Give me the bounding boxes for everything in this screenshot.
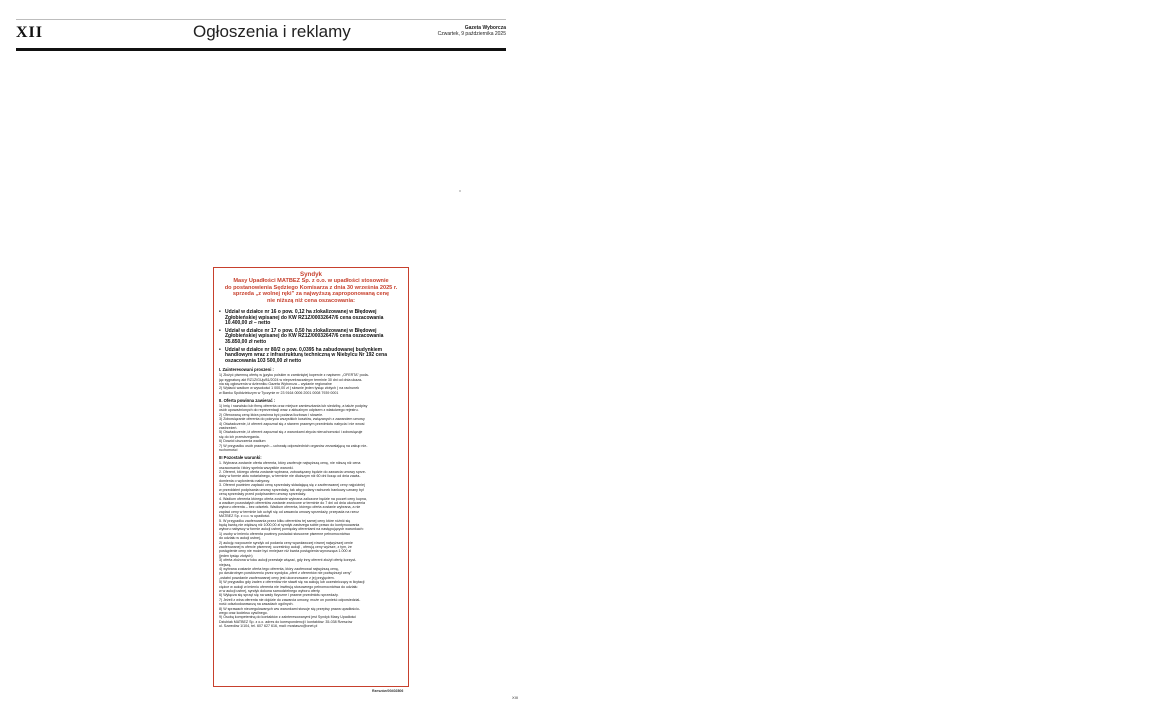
ad-section-line: postąpienie ceny nie może być mniejsze niż kwota postąpienia wynosząca 1.000 zł bbox=[219, 549, 352, 554]
ad-section-heading: II. Oferta powinna zawierać : bbox=[219, 398, 276, 404]
ad-title-line: Masy Upadłości MATBEZ Sp. z o.o. w upadłości stosownie bbox=[233, 278, 389, 285]
print-mark bbox=[459, 190, 461, 192]
ad-section-line: 2) Oferowaną cenę która powinna być podana liczbowo i słownie. bbox=[219, 412, 324, 417]
ad-section-line: 1) osoby w imieniu oferenta powinny posiadać stosowne pisemne pełnomocnictwo bbox=[219, 531, 351, 536]
ad-section-line: 2. Oferent, którego oferta zostanie wybrana, zobowiązany będzie do zawarcia umowy sprze- bbox=[219, 470, 367, 475]
issue-date: Czwartek, 9 października 2025 bbox=[437, 31, 506, 37]
ad-section-line: w Banku Spółdzielczym w Tyczynie nr 23 9164 0006 2001 0008 7939 0001 bbox=[219, 390, 339, 395]
ad-section-line: osób upoważnionych do reprezentacji wraz z aktualnym odpisem z właściwego rejestru. bbox=[219, 408, 359, 413]
header-top-rule bbox=[16, 19, 506, 20]
ad-section-line: (jeden tysiąc złotych) bbox=[219, 553, 253, 558]
ad-items-list bbox=[219, 310, 403, 364]
ad-section-line: 1) Imię i nazwisko lub firmę oferenta oraz miejsce zamieszkania lub siedzibę, a także podpisy bbox=[219, 404, 368, 408]
ad-section-line: po dwukrotnym powtórzeniu przez syndyka „ofert z oferentów nie podwyższył ceny” bbox=[219, 571, 352, 576]
ad-section-line: 3) oferta złożona w toku aukcji przestaje wiązać, gdy inny oferent złożył ofertę korzyst- bbox=[219, 558, 357, 563]
ad-section-line: 5) Oświadczenie, iż oferent zapoznał się z warunkami zbycia nieruchomości i zobowiązuje bbox=[219, 430, 363, 435]
ad-section-line: nia się ogłoszenia w dzienniku Gazeta Wyborcza – wydanie regionalne bbox=[219, 381, 332, 386]
ad-section-line: 3) Zobowiązanie oferenta do pokrycia wszystkich kosztów, związanych z zawarciem umowy bbox=[219, 417, 365, 422]
ad-sections bbox=[219, 368, 403, 628]
ad-section-line: w w aukcji ustnej, syndyk dokona samodzielnego wyboru oferty. bbox=[219, 589, 321, 594]
ad-section-line: 1. Wybrana zostanie oferta oferenta, który zaoferuje najwyższą cenę, nie niższą niż cena bbox=[219, 461, 361, 466]
ad-section-line: zapłaci ceny w terminie lub uchyli się od zawarcia umowy sprzedaży, przepada na rzecz bbox=[219, 509, 359, 514]
ad-section-line: domienia o wyłonieniu nabywcy. bbox=[219, 478, 271, 483]
section-number: XII bbox=[16, 24, 44, 41]
ad-section-line: 4) Oświadczenie, iż oferent zapoznał się z stanem prawnym przedmiotu nabycia i nie wnosi bbox=[219, 421, 365, 426]
paper-info bbox=[438, 25, 506, 37]
ad-section-line: 8) W sprawach nieuregulowanych ww warunkami stosuje się przepisy prawa upadłościo- bbox=[219, 606, 361, 611]
ad-section-line: Dziubiak MATBEZ Sp. z o.o. adres do korespondencji i kontaktów: 35-038 Rzeszów bbox=[219, 619, 353, 624]
ad-section-line: ul. Szwedów 1/104, tel. 607 627 616, mail: mostaszo@onet.pl bbox=[219, 624, 318, 629]
ad-section-line: wyboru nabywcy w formie aukcji ustnej pomiędzy oferentami na następujących warunkach: bbox=[219, 527, 364, 532]
ad-section-line: 6) Wyłącza się sprzęt się na wady fizyczne i prawne przedmiotu sprzedaży. bbox=[219, 593, 339, 598]
ad-section-line: daży w formie aktu notarialnego, w terminie nie dłuższym niż 60 dni licząc od dnia zawia- bbox=[219, 474, 361, 479]
section-title: Ogłoszenia i reklamy bbox=[193, 22, 351, 41]
ad-title-line: sprzeda „z wolnej ręki” za najwyższą zaproponowaną cenę bbox=[232, 291, 390, 298]
ad-item: • Udział w działce nr 16 o pow. 0,12 ha zlokalizowanej w Błędowej Zgłobieńskiej wpisanej do KW RZ1Z/00032647/6 cena oszacowania 10.400,00 zł – netto bbox=[219, 310, 403, 327]
ad-section bbox=[219, 456, 403, 628]
ad-section-line: oszacowania i który spełnia wszystkie warunki. bbox=[219, 465, 294, 470]
ad-section-line: jąc sygnaturę akt RZ1Z/GUp/81/2024 w nieprzekraczalnym terminie 30 dni od dnia ukaza- bbox=[219, 377, 363, 382]
ad-section-line: do udziału w aukcji ustnej, bbox=[219, 536, 261, 541]
page-number: XIII bbox=[512, 695, 519, 700]
ad-section-line: wego oraz kodeksu cywilnego. bbox=[219, 611, 268, 616]
ad-section-line: „ostatni powołanie zaoferowanej ceny jest ukoronowane z jej przyjęciem. bbox=[219, 575, 335, 580]
ad-section-line: się do ich przestrzegania. bbox=[219, 434, 260, 439]
ad-section-heading: I. Zainteresowani proszeni : bbox=[219, 367, 274, 373]
ad-section-heading: III Pozostałe warunki: bbox=[219, 455, 262, 461]
ad-title-line: do postanowienia Sędziego Komisarza z dnia 30 września 2025 r. bbox=[224, 284, 398, 291]
ad-section-line: 3. Oferent powinien zapłacić cenę sprzedaży składającą się z zaoferowanej ceny najpóźniej bbox=[219, 483, 365, 488]
ad-section-line: wyboru oferenta – bez odsetek. Wadium oferenta, którego oferta zostanie wybrana, a nie bbox=[219, 505, 361, 510]
ad-section-line: 4) wybrana zostanie oferta tego oferenta, który zaoferował najwyższą cenę, bbox=[219, 567, 340, 572]
ad-section-line: 4. Wadium oferenta którego oferta zostanie wybrana zaliczone będzie na poczet ceny kupna, bbox=[219, 496, 367, 501]
ad-section-line: 9) Osobą kompetentną do kontaktów z zainteresowanymi jest Syndyk Masy Upadłości bbox=[219, 615, 357, 620]
ad-footer-code: Rzeszów/00402806 bbox=[372, 689, 404, 693]
ad-section-line: ność odszkodowawczą na zasadach ogólnych. bbox=[219, 602, 294, 607]
ad-section-line: MATBEZ Sp. z o.o. w upadłości. bbox=[219, 514, 271, 519]
ad-section-line: 5) W przypadku gdy żaden z oferentów nie stawił się na aukcję lub uczestniczący w licytacji bbox=[219, 580, 365, 585]
ad-section-line: ciężce w aukcji w imieniu oferenta nie inwitrują stosownego pełnomocnictwa do udziału bbox=[219, 584, 358, 589]
ad-section-line: 6) Dowód uiszczenia wadium bbox=[219, 439, 266, 444]
ad-section-line: w przeddzień podpisania umowy sprzedaży, tak aby podany rachunek bankowy uznany był bbox=[219, 487, 364, 492]
ad-section-line: 7) W przypadku osób prawnych – uchwałę odpowiednich organów zezwalającą na zakup nie- bbox=[219, 443, 368, 448]
header-thick-rule bbox=[16, 48, 506, 51]
ad-title bbox=[219, 272, 403, 304]
ad-section-line: niejszą, bbox=[219, 562, 232, 567]
ad-section-line: a wadium pozostałych oferentów zostanie zwrócone w terminie do 7 dni od dnia ukończenia bbox=[219, 500, 366, 505]
ad-section-line: 1) Złożyć pisemną ofertę w języku polskim w zamkniętej kopercie z napisem: „OFERTA” poda- bbox=[219, 373, 369, 378]
ad-item: • Udział w działce nr 17 o pow. 0,50 ha zlokalizowanej w Błędowej Zgłobieńskiej wpisanej do KW RZ1Z/00032647/6 cena oszacowania 35.850,00 zł netto bbox=[219, 329, 403, 346]
paper-name: Gazeta Wyborcza bbox=[464, 25, 506, 31]
ad-section-line: 7) Jeżeli z wina oferenta nie dojdzie do zawarcia umowy, może on ponieść odpowiedzial- bbox=[219, 597, 361, 602]
ad-item: • Udział w działce nr 80/2 o pow. 0,0395 ha zabudowanej budynkiem handlowym wraz z infrastrukturą techniczną w Niebylcu Nr 192 cena oszacowania 103 500,00 zł netto bbox=[219, 348, 403, 365]
ad-section bbox=[219, 399, 403, 452]
ad-box bbox=[213, 267, 409, 687]
ad-section-line: 5. W przypadku zaoferowania przez kilku oferentów tej samej ceny które różnić się bbox=[219, 518, 351, 523]
ad-title-line: Syndyk bbox=[299, 271, 322, 278]
ad-section-line: ceną sprzedaży przed podpisaniem umowy sprzedaży. bbox=[219, 492, 307, 497]
ad-section-line: zastrzeżeń. bbox=[219, 426, 238, 431]
ad-section-line: 2) Wpłacić wadium w wysokości 1 000,00 zł ( słownie jeden tysiąc złotych ) na rachunek bbox=[219, 386, 360, 391]
ad-section-line: ruchomości bbox=[219, 448, 238, 453]
ad-title-line: nie niższą niż cena oszacowania: bbox=[267, 297, 355, 304]
ad-section bbox=[219, 368, 403, 395]
ad-section-line: 2) aukcję rozpocznie syndyk od podania ceny wywoławczej równej najwyższej cenie bbox=[219, 540, 353, 545]
ad-section-line: będą kwotą nie większą niż 1000,00 zł syndyk zastrzega sobie prawo do kontynuowania bbox=[219, 522, 360, 527]
ad-section-line: zaoferowanej w ofercie pisemnej; uczestnicy aukcji , oferują ceny wyższe, z tym, że bbox=[219, 544, 352, 549]
